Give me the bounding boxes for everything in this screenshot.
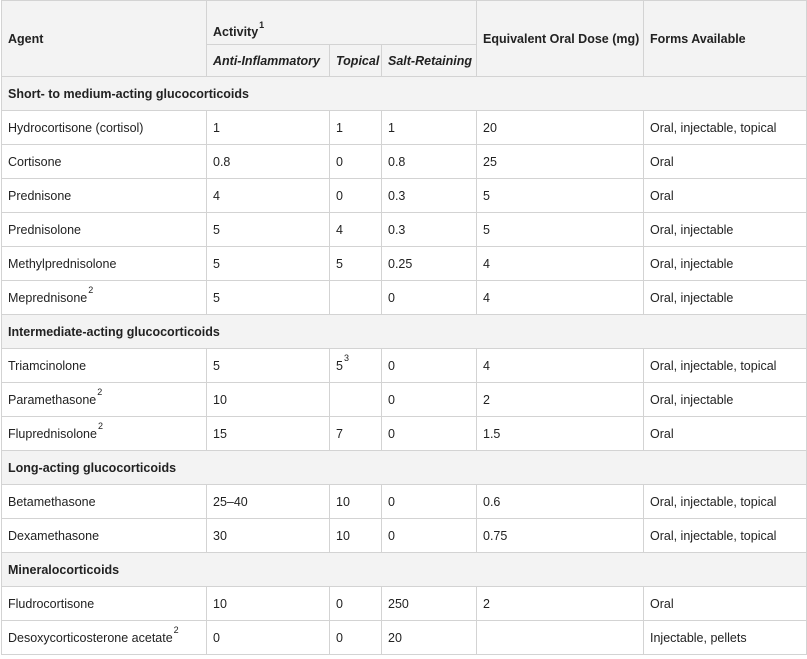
cell-salt-retaining-text: 0 [388, 426, 395, 441]
cell-salt-retaining [382, 383, 477, 417]
cell-agent [2, 145, 207, 179]
cell-topical-text: 0 [336, 154, 343, 169]
cell-anti-inflammatory [207, 213, 330, 247]
cell-topical-text: 4 [336, 222, 343, 237]
cell-forms-text: Oral, injectable, topical [650, 528, 777, 543]
cell-anti-inflammatory-text: 5 [213, 256, 220, 271]
cell-forms [644, 621, 807, 655]
table-header [2, 1, 807, 77]
cell-topical-text: 0 [336, 596, 343, 611]
cell-equivalent-dose-text: 5 [483, 222, 490, 237]
footnote-marker: 2 [97, 387, 103, 398]
cell-forms-text: Injectable, pellets [650, 630, 747, 645]
cell-topical [330, 587, 382, 621]
cell-salt-retaining-text: 20 [388, 630, 402, 645]
cell-forms [644, 587, 807, 621]
cell-forms-text: Oral, injectable [650, 222, 734, 237]
footnote-marker: 3 [343, 353, 349, 364]
cell-forms [644, 179, 807, 213]
group-title: Long-acting glucocorticoids [2, 451, 807, 485]
group-header-row [2, 451, 807, 485]
cell-anti-inflammatory [207, 417, 330, 451]
cell-anti-inflammatory [207, 587, 330, 621]
header-agent: Agent [2, 1, 207, 77]
cell-salt-retaining [382, 213, 477, 247]
cell-forms-text: Oral [650, 154, 674, 169]
cell-agent-text: Desoxycorticosterone acetate [8, 630, 173, 645]
header-equivalent-dose: Equivalent Oral Dose (mg) [477, 1, 644, 77]
cell-forms-text: Oral, injectable [650, 290, 734, 305]
cell-salt-retaining-text: 0 [388, 528, 395, 543]
cell-salt-retaining-text: 0.25 [388, 256, 413, 271]
cell-forms-text: Oral, injectable, topical [650, 494, 777, 509]
corticosteroid-table-container [1, 0, 806, 655]
cell-topical-text: 7 [336, 426, 343, 441]
cell-salt-retaining [382, 281, 477, 315]
cell-forms-text: Oral [650, 426, 674, 441]
cell-topical [330, 519, 382, 553]
footnote-marker: 2 [88, 285, 94, 296]
cell-anti-inflammatory-text: 1 [213, 120, 220, 135]
cell-agent [2, 179, 207, 213]
cell-equivalent-dose [477, 281, 644, 315]
cell-anti-inflammatory [207, 179, 330, 213]
cell-agent [2, 111, 207, 145]
cell-anti-inflammatory [207, 621, 330, 655]
cell-salt-retaining [382, 485, 477, 519]
cell-equivalent-dose-text: 4 [483, 256, 490, 271]
footnote-marker: 2 [173, 625, 179, 636]
cell-agent [2, 417, 207, 451]
cell-equivalent-dose-text: 4 [483, 290, 490, 305]
cell-agent-text: Hydrocortisone (cortisol) [8, 120, 144, 135]
table-row [2, 145, 807, 179]
cell-equivalent-dose-text: 5 [483, 188, 490, 203]
table-row [2, 417, 807, 451]
cell-salt-retaining-text: 250 [388, 596, 409, 611]
cell-topical [330, 383, 382, 417]
cell-topical-text: 0 [336, 630, 343, 645]
group-title: Intermediate-acting glucocorticoids [2, 315, 807, 349]
cell-equivalent-dose [477, 519, 644, 553]
cell-forms [644, 485, 807, 519]
cell-anti-inflammatory-text: 5 [213, 222, 220, 237]
cell-equivalent-dose [477, 383, 644, 417]
cell-salt-retaining-text: 0 [388, 494, 395, 509]
cell-salt-retaining [382, 179, 477, 213]
cell-forms-text: Oral [650, 596, 674, 611]
cell-equivalent-dose-text: 4 [483, 358, 490, 373]
cell-agent [2, 281, 207, 315]
cell-equivalent-dose [477, 417, 644, 451]
cell-forms [644, 145, 807, 179]
cell-equivalent-dose [477, 247, 644, 281]
cell-agent-text: Prednisolone [8, 222, 81, 237]
cell-equivalent-dose [477, 621, 644, 655]
cell-forms [644, 519, 807, 553]
cell-salt-retaining-text: 0.8 [388, 154, 406, 169]
cell-agent-text: Fluprednisolone [8, 426, 97, 441]
cell-agent-text: Fludrocortisone [8, 596, 95, 611]
cell-topical [330, 213, 382, 247]
cell-anti-inflammatory [207, 281, 330, 315]
corticosteroid-table [1, 0, 807, 655]
group-header-row [2, 77, 807, 111]
cell-anti-inflammatory-text: 0.8 [213, 154, 231, 169]
cell-topical [330, 485, 382, 519]
cell-agent [2, 247, 207, 281]
cell-equivalent-dose [477, 179, 644, 213]
table-row [2, 485, 807, 519]
cell-anti-inflammatory [207, 247, 330, 281]
cell-topical-text: 1 [336, 120, 343, 135]
cell-topical [330, 621, 382, 655]
cell-salt-retaining [382, 519, 477, 553]
cell-salt-retaining [382, 145, 477, 179]
cell-agent [2, 587, 207, 621]
header-topical: Topical [330, 45, 382, 77]
cell-topical [330, 349, 382, 383]
cell-anti-inflammatory-text: 4 [213, 188, 220, 203]
cell-salt-retaining-text: 0.3 [388, 222, 406, 237]
header-forms: Forms Available [644, 1, 807, 77]
cell-anti-inflammatory [207, 349, 330, 383]
group-title: Mineralocorticoids [2, 553, 807, 587]
cell-agent [2, 621, 207, 655]
cell-salt-retaining-text: 0 [388, 392, 395, 407]
cell-anti-inflammatory-text: 15 [213, 426, 227, 441]
cell-forms [644, 247, 807, 281]
cell-topical [330, 111, 382, 145]
cell-anti-inflammatory-text: 5 [213, 290, 220, 305]
cell-agent-text: Prednisone [8, 188, 72, 203]
cell-equivalent-dose [477, 213, 644, 247]
cell-equivalent-dose [477, 145, 644, 179]
group-header-row [2, 315, 807, 349]
cell-topical [330, 145, 382, 179]
cell-salt-retaining [382, 247, 477, 281]
cell-agent-text: Methylprednisolone [8, 256, 117, 271]
cell-agent-text: Dexamethasone [8, 528, 100, 543]
footnote-marker: 1 [259, 19, 265, 30]
cell-forms [644, 417, 807, 451]
cell-forms [644, 383, 807, 417]
cell-forms-text: Oral, injectable [650, 392, 734, 407]
cell-agent-text: Meprednisone [8, 290, 88, 305]
cell-salt-retaining-text: 0 [388, 358, 395, 373]
cell-topical [330, 179, 382, 213]
cell-topical-text: 5 [336, 256, 343, 271]
cell-agent [2, 383, 207, 417]
cell-salt-retaining [382, 417, 477, 451]
cell-anti-inflammatory [207, 145, 330, 179]
cell-agent-text: Triamcinolone [8, 358, 87, 373]
cell-anti-inflammatory-text: 10 [213, 392, 227, 407]
cell-salt-retaining [382, 621, 477, 655]
cell-agent [2, 349, 207, 383]
group-title: Short- to medium-acting glucocorticoids [2, 77, 807, 111]
table-row [2, 587, 807, 621]
cell-forms-text: Oral, injectable [650, 256, 734, 271]
cell-topical-text: 0 [336, 188, 343, 203]
cell-salt-retaining [382, 349, 477, 383]
table-row [2, 179, 807, 213]
table-row [2, 519, 807, 553]
cell-agent-text: Betamethasone [8, 494, 96, 509]
cell-anti-inflammatory [207, 111, 330, 145]
cell-agent-text: Paramethasone [8, 392, 97, 407]
table-row [2, 281, 807, 315]
group-header-row [2, 553, 807, 587]
cell-forms [644, 281, 807, 315]
cell-topical [330, 417, 382, 451]
cell-equivalent-dose-text: 2 [483, 392, 490, 407]
cell-topical-text: 5 [336, 358, 343, 373]
cell-equivalent-dose-text: 2 [483, 596, 490, 611]
cell-topical-text: 10 [336, 494, 350, 509]
cell-forms [644, 349, 807, 383]
cell-forms-text: Oral, injectable, topical [650, 120, 777, 135]
footnote-marker: 2 [97, 421, 103, 432]
cell-topical [330, 281, 382, 315]
cell-salt-retaining [382, 587, 477, 621]
cell-anti-inflammatory-text: 30 [213, 528, 227, 543]
cell-anti-inflammatory [207, 485, 330, 519]
cell-anti-inflammatory [207, 383, 330, 417]
cell-forms [644, 213, 807, 247]
cell-topical-text: 10 [336, 528, 350, 543]
cell-equivalent-dose-text: 25 [483, 154, 497, 169]
cell-equivalent-dose-text: 20 [483, 120, 497, 135]
cell-anti-inflammatory-text: 5 [213, 358, 220, 373]
cell-forms-text: Oral [650, 188, 674, 203]
cell-salt-retaining-text: 0.3 [388, 188, 406, 203]
header-salt-retaining: Salt-Retaining [382, 45, 477, 77]
table-body [2, 77, 807, 655]
cell-equivalent-dose [477, 587, 644, 621]
table-row [2, 213, 807, 247]
cell-forms [644, 111, 807, 145]
cell-equivalent-dose [477, 485, 644, 519]
table-row [2, 111, 807, 145]
cell-agent-text: Cortisone [8, 154, 62, 169]
cell-equivalent-dose-text: 0.6 [483, 494, 501, 509]
cell-salt-retaining-text: 0 [388, 290, 395, 305]
header-activity: Activity$^1$ [207, 1, 477, 45]
cell-agent [2, 213, 207, 247]
cell-agent [2, 519, 207, 553]
table-row [2, 349, 807, 383]
cell-anti-inflammatory-text: 25–40 [213, 494, 248, 509]
cell-salt-retaining [382, 111, 477, 145]
table-row [2, 383, 807, 417]
cell-topical [330, 247, 382, 281]
cell-anti-inflammatory-text: 0 [213, 630, 220, 645]
cell-agent [2, 485, 207, 519]
table-row [2, 621, 807, 655]
cell-anti-inflammatory [207, 519, 330, 553]
cell-forms-text: Oral, injectable, topical [650, 358, 777, 373]
header-anti-inflammatory: Anti-Inflammatory [207, 45, 330, 77]
cell-equivalent-dose-text: 1.5 [483, 426, 501, 441]
cell-anti-inflammatory-text: 10 [213, 596, 227, 611]
cell-equivalent-dose-text: 0.75 [483, 528, 508, 543]
cell-equivalent-dose [477, 349, 644, 383]
table-row [2, 247, 807, 281]
cell-salt-retaining-text: 1 [388, 120, 395, 135]
cell-equivalent-dose [477, 111, 644, 145]
